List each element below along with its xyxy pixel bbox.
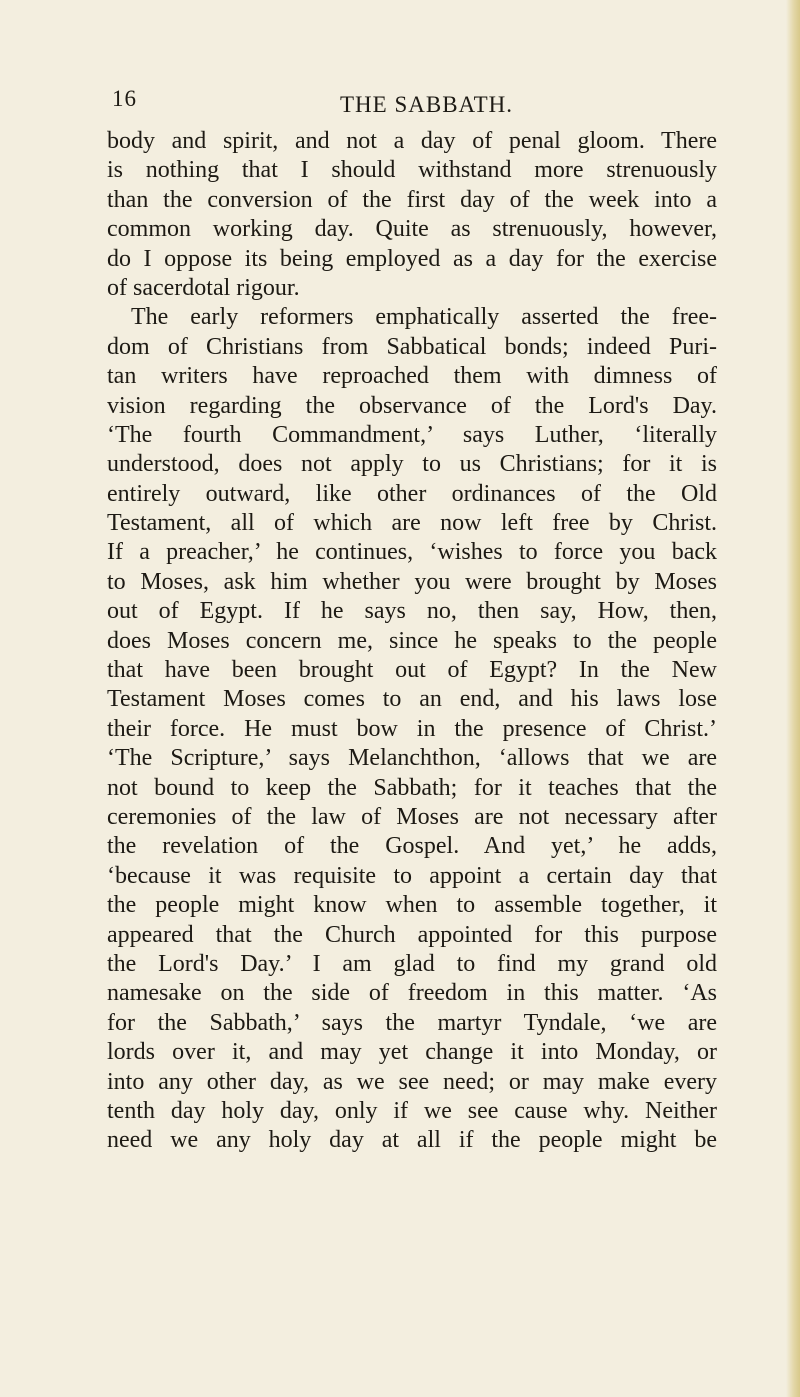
page-header [112, 86, 712, 120]
text-line: ceremonies of the law of Moses are not necessary after [107, 803, 717, 830]
text-line: out of Egypt. If he says no, then say, How, then, [107, 598, 717, 625]
body-text [107, 127, 717, 1156]
text-line: for the Sabbath,’ says the martyr Tyndale, ‘we are [107, 1009, 717, 1036]
text-line: the revelation of the Gospel. And yet,’ he adds, [107, 833, 717, 860]
text-line: If a preacher,’ he continues, ‘wishes to force you back [107, 539, 717, 566]
text-line: dom of Christians from Sabbatical bonds; indeed Puri- [107, 333, 717, 360]
text-line: into any other day, as we see need; or may make every [107, 1068, 717, 1095]
text-line: the people might know when to assemble together, it [107, 892, 717, 919]
text-line: to Moses, ask him whether you were brought by Moses [107, 568, 717, 595]
text-line: of sacerdotal rigour. [107, 274, 300, 301]
text-line: does Moses concern me, since he speaks to the people [107, 627, 717, 654]
text-line: not bound to keep the Sabbath; for it teaches that the [107, 774, 717, 801]
text-line: is nothing that I should withstand more strenuously [107, 157, 717, 184]
text-line: tenth day holy day, only if we see cause why. Neither [107, 1097, 717, 1124]
text-line: understood, does not apply to us Christians; for it is [107, 451, 717, 478]
text-line: ‘The fourth Commandment,’ says Luther, ‘literally [107, 421, 717, 448]
text-line: than the conversion of the first day of the week into a [107, 186, 717, 213]
text-line: do I oppose its being employed as a day for the exercise [107, 245, 717, 272]
text-line: ‘The Scripture,’ says Melanchthon, ‘allows that we are [107, 745, 717, 772]
text-line: appeared that the Church appointed for this purpose [107, 921, 717, 948]
text-line: entirely outward, like other ordinances of the Old [107, 480, 717, 507]
text-line: tan writers have reproached them with dimness of [107, 363, 717, 390]
text-line: lords over it, and may yet change it into Monday, or [107, 1039, 717, 1066]
text-line: the Lord's Day.’ I am glad to find my grand old [107, 950, 717, 977]
text-line: The early reformers emphatically asserted the free- [131, 304, 717, 331]
text-line: their force. He must bow in the presence of Christ.’ [107, 715, 717, 742]
text-line: common working day. Quite as strenuously, however, [107, 216, 717, 243]
text-line: body and spirit, and not a day of penal gloom. There [107, 128, 717, 154]
text-line: Testament, all of which are now left free by Christ. [107, 510, 717, 537]
text-line: need we any holy day at all if the people might be [107, 1127, 717, 1154]
text-line: namesake on the side of freedom in this matter. ‘As [107, 980, 717, 1007]
text-line: vision regarding the observance of the Lord's Day. [107, 392, 717, 419]
text-line: Testament Moses comes to an end, and his laws lose [107, 686, 717, 713]
text-line: ‘because it was requisite to appoint a certain day that [107, 862, 717, 889]
running-title: THE SABBATH. [340, 92, 514, 117]
page-number: 16 [112, 86, 137, 111]
text-line: that have been brought out of Egypt? In the New [107, 657, 717, 684]
page-edge-shading [786, 0, 800, 1397]
